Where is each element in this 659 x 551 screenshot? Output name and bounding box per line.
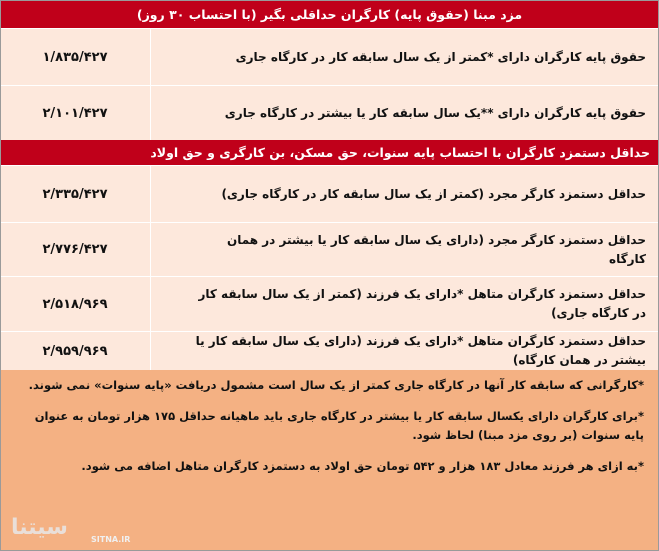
table-row xyxy=(1,222,658,276)
row-value: ۲/۹۵۹/۹۶۹ xyxy=(42,343,108,359)
table-row xyxy=(1,331,658,370)
section-header-minimum-wage xyxy=(1,140,658,165)
row-label: حداقل دستمزد کارگر مجرد (کمتر از یک سال سابقه کار در کارگاه جاری) xyxy=(150,166,658,222)
footnote: *به ازای هر فرزند معادل ۱۸۳ هزار و ۵۴۲ تومان حق اولاد به دستمزد کارگران متاهل اضافه می شود. xyxy=(81,458,644,473)
watermark-url: SITNA.IR xyxy=(91,534,131,544)
row-value: ۱/۸۳۵/۴۲۷ xyxy=(42,49,108,65)
row-value: ۲/۳۳۵/۴۲۷ xyxy=(42,186,108,202)
row-label: حداقل دستمزد کارگران متاهل *دارای یک فرزند (کمتر از یک سال سابقه کار در کارگاه جاری) xyxy=(150,277,658,331)
watermark-logo: سیتنا xyxy=(11,514,68,540)
table-row xyxy=(1,28,658,85)
table-row xyxy=(1,276,658,331)
footnotes xyxy=(1,370,658,550)
footnote: *کارگرانی که سابقه کار آنها در کارگاه جاری کمتر از یک سال است مشمول دریافت «پایه سنوات» نمی شوند. xyxy=(28,378,644,392)
row-label: حقوق پایه کارگران دارای **یک سال سابقه کار یا بیشتر در کارگاه جاری xyxy=(150,86,658,140)
row-label: حداقل دستمزد کارگر مجرد (دارای یک سال سابقه کار یا بیشتر در همان کارگاه xyxy=(150,223,658,276)
section-title: حداقل دستمزد کارگران با احتساب پایه سنوات، حق مسکن، بن کارگری و حق اولاد xyxy=(150,145,650,160)
row-value: ۲/۵۱۸/۹۶۹ xyxy=(42,296,108,312)
footnote: *برای کارگران دارای یکسال سابقه کار یا بیشتر در کارگاه جاری باید ماهیانه حداقل ۱۷۵ هزار تومان به عنوان پایه سنوات (بر روی مزد مبنا) لحاظ شود. xyxy=(34,408,644,442)
table-row xyxy=(1,165,658,222)
row-value: ۲/۷۷۶/۴۲۷ xyxy=(42,242,108,257)
row-label: حداقل دستمزد کارگران متاهل *دارای یک فرزند (دارای یک سال سابقه کار یا بیشتر در همان کارگاه) xyxy=(150,332,658,370)
row-label: حقوق پایه کارگران دارای *کمتر از یک سال سابقه کار در کارگاه جاری xyxy=(150,29,658,85)
section-header-base-wage xyxy=(1,1,658,28)
table-row xyxy=(1,85,658,140)
section-title: مزد مبنا (حقوق پایه) کارگران حداقلی بگیر (با احتساب ۳۰ روز) xyxy=(136,7,523,22)
row-value: ۲/۱۰۱/۴۲۷ xyxy=(42,105,108,121)
